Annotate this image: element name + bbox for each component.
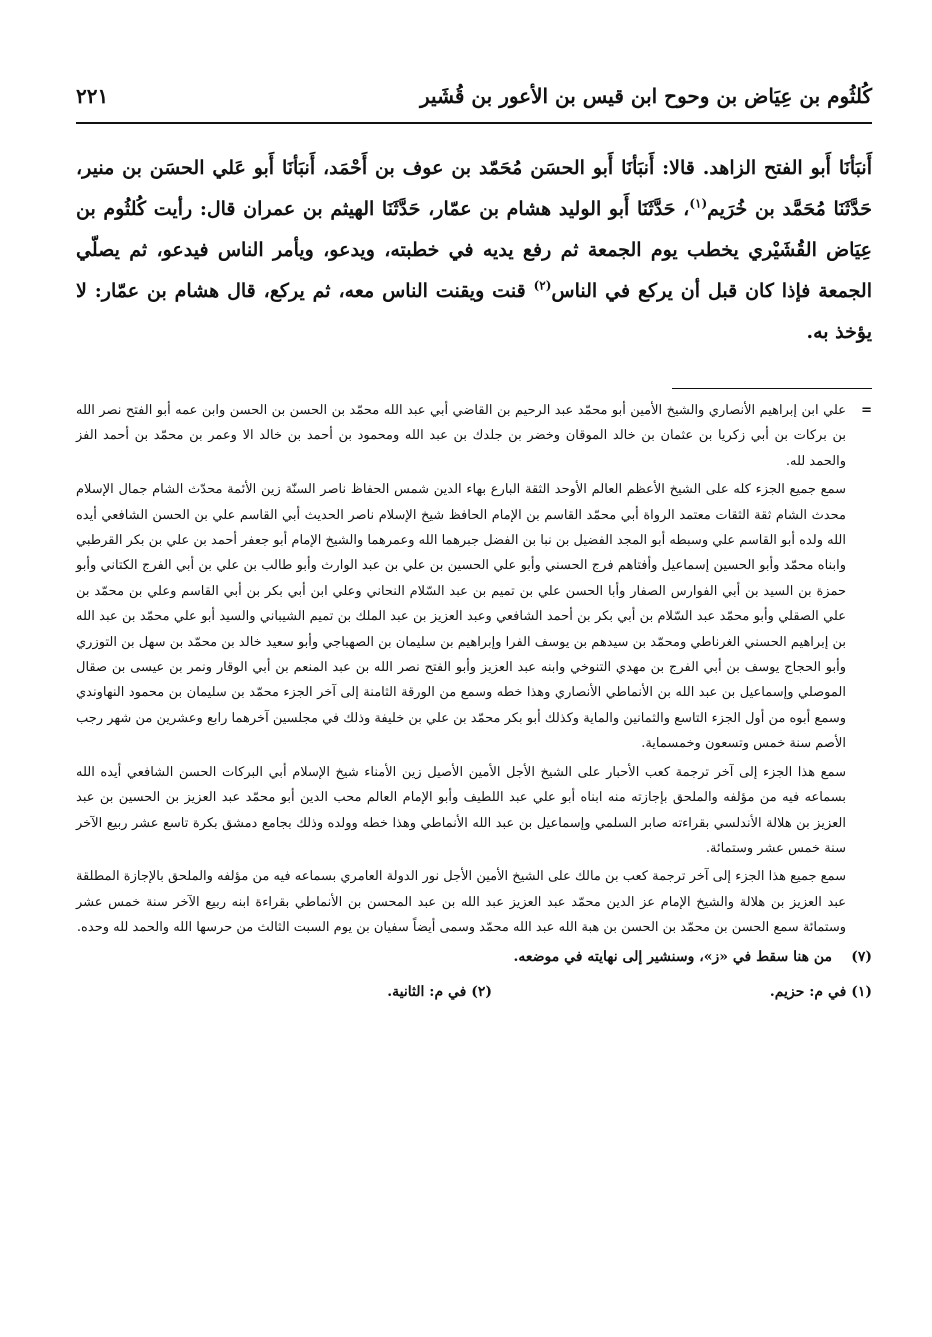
footnote-paragraph: سمع جميع الجزء كله على الشيخ الأعظم العالم الأوحد الثقة البارع بهاء الدين شمس الحفاظ ناصر السنّة زين الأئمة محدّث الشام جمال الإسلام محدث الشام ثقة الثقات معتمد الرواة أبي محمّد القاسم بن الإمام الحافظ شيخ الإسلام ناصر الحديث أبي القاسم علي بن الحسن الشافعي أيده الله ولده أبو القاسم علي وسبطه أبو المجد الفضيل بن نبا بن الفضل جبرهما الله وعمرهما والشيخ الإمام أبو جعفر أحمد بن علي بن بكر القرطبي وابناه محمّد وأبو الحسين إسماعيل وأفتاهم فرج الحسني وأبو علي الحسين بن علي بن عبد الوارث وأبو طالب بن علي بن أبي الفرج الكتاني وأبو حمزة بن السيد بن أبي الفوارس الصفار وأبا الحسن علي بن تميم بن عبد السّلام النحاني وعلي ابن أبي بكر بن أبي القاسم وعلي بن محمّد بن علي الصقلي وأبو محمّد عبد السّلام بن أبي بكر بن أحمد الشافعي وعبد العزيز بن عبد الملك بن تميم الشيباني والسيد أبو علي محمّد بن عبد الله بن إبراهيم الحسني الغرناطي ومحمّد بن سيدهم بن يوسف الفرا وإبراهيم بن سليمان بن الصهباجي وأبو سعيد خالد بن محمّد بن سهل بن التوزري وأبو الحجاج يوسف بن أبي الفرج بن مهدي التنوخي وابنه عبد العزيز وأبو الفتح نصر الله بن عبد المنعم بن أبي الوقار ونمر بن عيسى بن صقال الموصلي وإسماعيل بن عبد الله بن الأنماطي الأنصاري وهذا خطه وسمع من الورقة الثامنة إلى آخر الجزء محمّد بن سليمان بن محمود النهاوندي وسمع أبوه من أول الجزء التاسع والثمانين والماية وكذلك أبو بكر محمّد بن علي بن خليفة وذلك في مجلسين آخرهما رابع وعشرين من شهر رجب الأصم سنة خمس وتسعون وخمسماية. (76, 482, 846, 752)
footnote-1-text: في م: حزيم. (769, 983, 847, 1000)
footnote-continuation (76, 398, 872, 941)
footnote-ref-2: (٢) (533, 278, 552, 293)
footnote-rule (672, 388, 872, 389)
footnote-1-marker: (١) (851, 983, 872, 1000)
page-header (76, 82, 872, 118)
footnote-2-marker: (٢) (471, 983, 492, 1000)
running-title: كُلثُوم بن عِيَاض بن وحوح ابن قيس بن الأعور بن قُشَير (420, 84, 872, 108)
footnote-7-marker: (٧) (851, 948, 872, 965)
page-number: ٢٢١ (76, 84, 109, 108)
footnote-1 (770, 980, 872, 1005)
footnote-paragraph: سمع جميع هذا الجزء إلى آخر ترجمة كعب بن مالك على الشيخ الأمين الأجل نور الدولة العامري بسماعه فيه من مؤلفه والملحق بالإجازة المطلقة عبد العزيز بن هلالة والشيخ الإمام عز الدين محمّد عبد العزيز عبد الله بن عبد المحسن بن الأنماطي بقراءة ابنه ربيع الآخر سنة خمس عشر وستمائة سمع الحسن بن محمّد بن الحسن بن هبة الله عبد الله محمّد وسمى أيضاً سفيان بن يوم السبت الثالث من حرسها الله والحمد لله وحده. (76, 869, 846, 936)
main-text (76, 148, 872, 353)
footnotes (76, 398, 872, 1006)
footnotes-1-2 (76, 980, 872, 1006)
main-text-part-2: ، حَدَّثَنَا أَبو الوليد هشام بن عمّار، حَدَّثَنَا الهيثم بن عمران قال: رأيت كُلثُوم بن عِيَاض القُشَيْري يخطب يوم الجمعة ثم رفع يديه في خطبته، ويدعو، ويأمر الناس فيدعو، ثم يصلّي الجمعة فإذا كان قبل أن يركع في الناس (76, 198, 872, 302)
footnote-paragraph: علي ابن إبراهيم الأنصاري والشيخ الأمين أبو محمّد عبد الرحيم بن القاضي أبي عبد الله محمّد بن الحسن بن الحسن وابن عمه أبو الفتح نصر الله بن بركات بن أبي زكريا بن عثمان بن خالد الموقان وخضر بن جلدك بن عبد الله ومحمود بن أحمد بن خالد الا وعمر بن محمّد بن أحمد الفز والحمد لله. (76, 403, 846, 469)
footnote-2-text: في م: الثانية. (387, 983, 467, 1000)
continuation-marker: = (861, 403, 872, 418)
footnote-ref-1: (١) (689, 196, 708, 211)
footnote-7-text: من هنا سقط في «ز»، وسنشير إلى نهايته في موضعه. (513, 948, 832, 965)
main-text-part-1: أَنبَأنَا أَبو الفتح الزاهد. قالا: أَنبَأنَا أَبو الحسَن مُحَمّد بن عوف بن أَحْمَد، أَنبَأنَا أَبو عَلي الحسَن بن منير، حَدَّثَنَا مُحَمَّد بن خُرَيم (76, 157, 873, 220)
footnote-2 (387, 980, 492, 1005)
main-text-part-3: قنت ويقنت الناس معه، ثم يركع، قال هشام بن عمّار: لا يؤخذ به. (76, 280, 872, 343)
footnote-7 (76, 945, 872, 970)
header-rule (76, 122, 872, 124)
footnote-paragraph: سمع هذا الجزء إلى آخر ترجمة كعب الأحبار على الشيخ الأجل الأمين الأصيل زين الأمناء شيخ الإسلام أبي البركات الحسن الشافعي أيده الله بسماعه فيه من مؤلفه والملحق بإجازته منه ابناه أبو علي عبد اللطيف وأبو الإمام العالم محب الدين أبو محمّد عبد العزيز بن الحسين بن عبد العزيز بن هلالة الأندلسي بقراءته صابر السلمي وإسماعيل بن عبد الله الأنماطي وهذا خطه وولده وذلك بجامع دمشق بكرة تاسع عشر ربيع الآخر سنة خمس عشر وستمائة. (76, 764, 846, 856)
